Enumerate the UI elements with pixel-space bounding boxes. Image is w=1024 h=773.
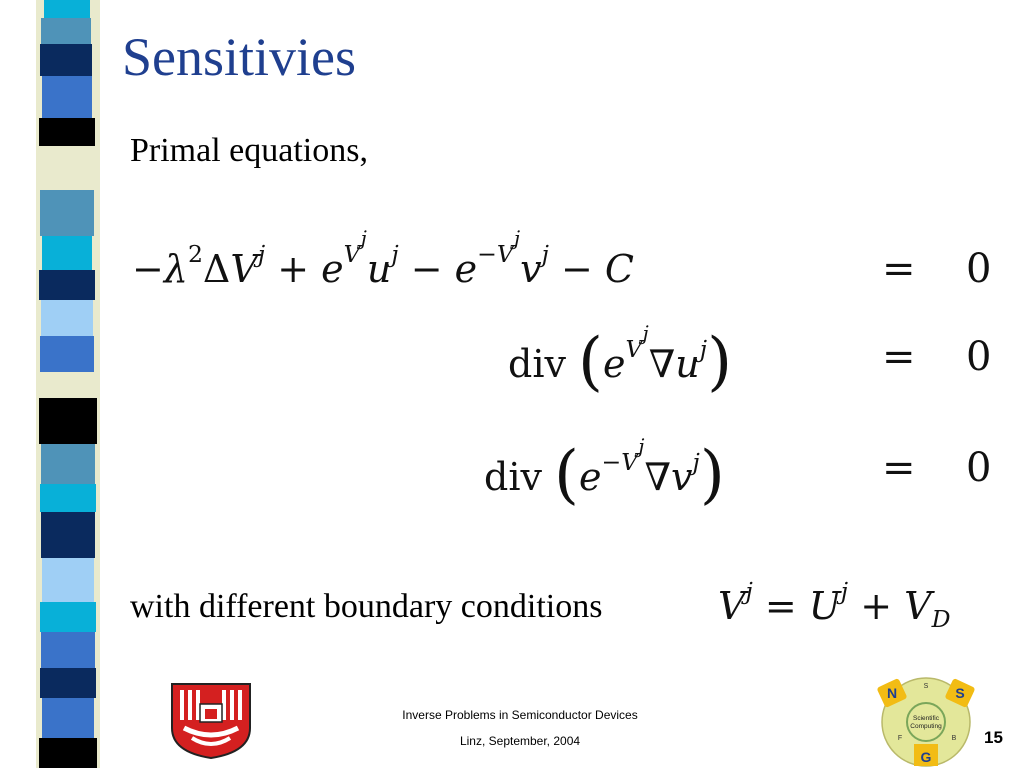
university-crest-logo bbox=[166, 680, 256, 760]
equation-1-lhs: $-\lambda^2\Delta V^j + e^{V^j}u^j - e^{-V^j}v^j - C$ bbox=[132, 226, 634, 292]
slide-title: Sensitivies bbox=[122, 27, 357, 87]
equation-2-lhs: div $(e^{V^j}\nabla u^j)$ bbox=[508, 320, 733, 399]
logo-letter-g: G bbox=[920, 749, 932, 765]
div-operator: div bbox=[508, 342, 566, 386]
equation-2-relation: = bbox=[882, 334, 916, 380]
intro-text: Primal equations, bbox=[130, 132, 368, 169]
scientific-computing-logo bbox=[874, 668, 982, 768]
logo-letter-b: B bbox=[951, 735, 957, 742]
boundary-conditions-text: with different boundary conditions bbox=[130, 588, 603, 625]
logo-letter-n: N bbox=[886, 685, 898, 701]
logo-letter-s-big: S bbox=[955, 685, 965, 701]
equation-3-rhs: 0 bbox=[966, 445, 992, 491]
logo-center-text: Scientific bbox=[912, 715, 940, 722]
div-operator: div bbox=[484, 455, 542, 499]
boundary-condition-equation: $V^j = U^j + V_D$ bbox=[718, 576, 951, 634]
svg-text:Computing: Computing bbox=[910, 723, 942, 730]
equation-2-rhs: 0 bbox=[966, 334, 992, 380]
footer-title: Inverse Problems in Semiconductor Devices bbox=[402, 708, 638, 722]
page-number: 15 bbox=[984, 728, 1003, 747]
logo-letter-f: F bbox=[897, 735, 903, 742]
footer-subtitle: Linz, September, 2004 bbox=[459, 734, 581, 748]
logo-letter-s-small: S bbox=[923, 683, 929, 690]
equation-3-relation: = bbox=[882, 445, 916, 491]
decorative-stripe-bar bbox=[36, 0, 100, 768]
equation-3-lhs: div $(e^{-V^j}\nabla v^j)$ bbox=[484, 433, 725, 512]
equation-1-relation: = bbox=[882, 246, 916, 292]
equation-1-rhs: 0 bbox=[966, 246, 992, 292]
